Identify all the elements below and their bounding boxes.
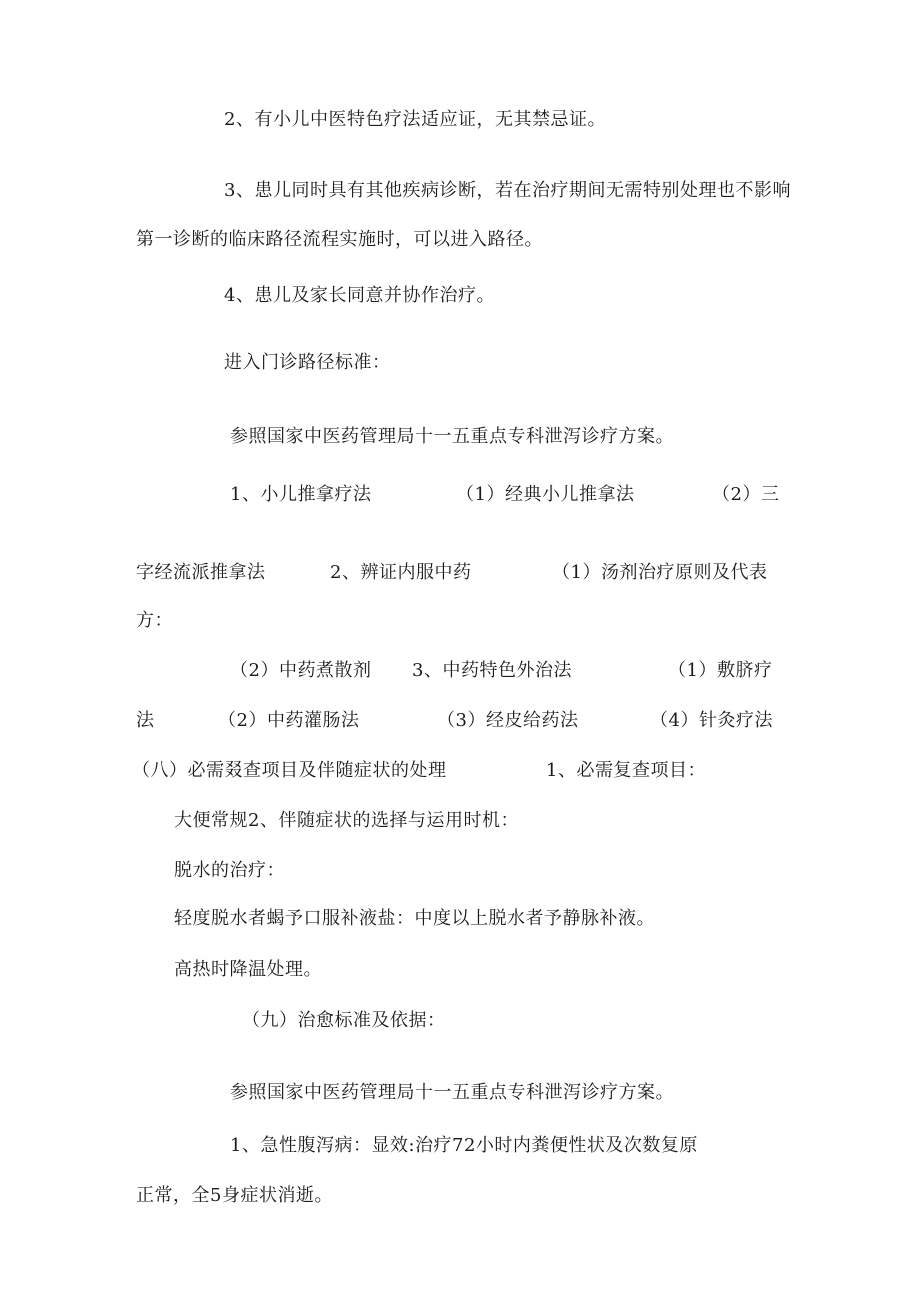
paragraph-line: 正常，全5身症状消逝。 [136,1185,333,1206]
list-item: 法 [136,710,155,731]
section-heading: （九）治愈标准及依据： [242,1010,446,1031]
section-heading: （八）必需叕查项目及伴随症状的处理 [132,760,447,781]
paragraph-line: 高热时降温处理。 [174,959,322,980]
paragraph-line: 第一诊断的临床路径流程实施时，可以进入路径。 [136,229,543,250]
paragraph-line: 3、患儿同时具有其他疾病诊断，若在治疗期间无需特别处理也不影响 [224,180,791,201]
list-item: （1）经典小儿推拿法 [456,484,635,505]
list-item: （1）敷脐疗 [668,660,773,681]
list-item: 1、必需复查项目： [546,760,706,781]
section-heading: 进入门诊路径标准： [224,352,391,373]
paragraph-line: 4、患儿及家长同意并协作治疗。 [224,285,495,306]
list-item: 1、小儿推拿疗法 [230,484,372,505]
list-item: 字经流派推拿法 [136,562,266,583]
paragraph-line: 脱水的治疗： [174,860,285,881]
paragraph-line: 参照国家中医药管理局十一五重点专科泄泻诊疗方案。 [230,1082,674,1103]
list-item: （2）中药煮散剂 [230,660,372,681]
paragraph-line: 参照国家中医药管理局十一五重点专科泄泻诊疗方案。 [230,426,674,447]
list-item: （1）汤剂治疗原则及代表 [552,562,768,583]
paragraph-line: 轻度脱水者蝎予口服补液盐：中度以上脱水者予静脉补液。 [174,908,655,929]
paragraph-line: 1、急性腹泻病：显效:治疗72小时内粪便性状及次数复原 [230,1135,698,1156]
list-item: （2）中药灌肠法 [218,710,360,731]
list-item: （2）三 [712,484,780,505]
list-item: 方： [136,610,173,631]
list-item: 2、辨证内服中药 [330,562,472,583]
paragraph-line: 大便常规2、伴随症状的选择与运用时机： [174,810,519,831]
list-item: 3、中药特色外治法 [412,660,572,681]
list-item: （3）经皮给药法 [437,710,579,731]
list-item: （4）针灸疗法 [650,710,773,731]
paragraph-line: 2、有小儿中医特色疗法适应证，无其禁忌证。 [224,109,606,130]
